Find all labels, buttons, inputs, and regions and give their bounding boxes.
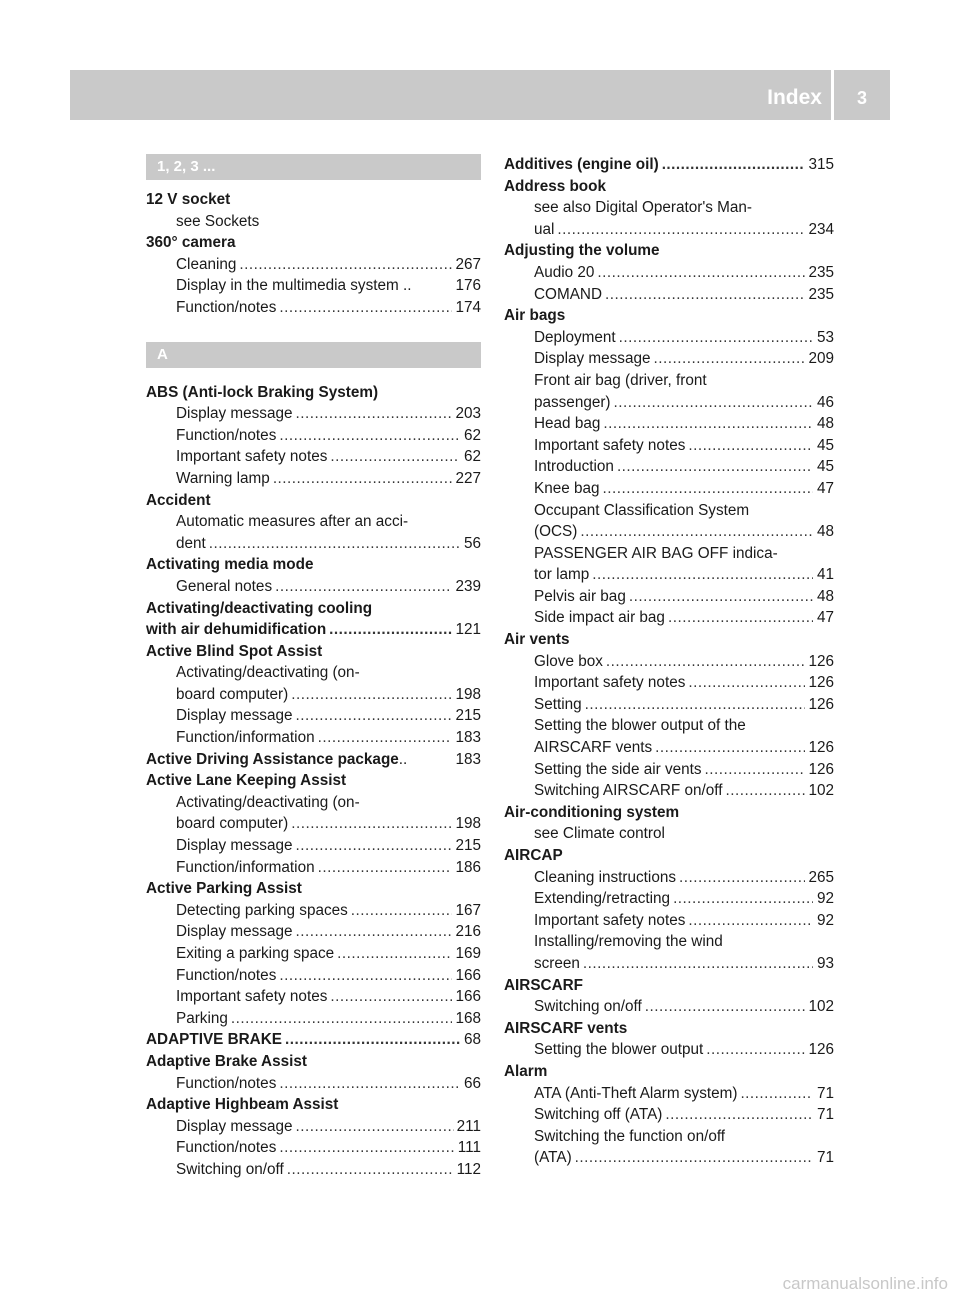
page-ref: 93 [816,954,834,972]
page-ref: 92 [816,911,834,929]
index-subentry [504,284,834,306]
entry-text: Knee bag [534,479,600,497]
index-subentry [504,1039,834,1061]
page-ref: 126 [808,652,834,670]
index-subentry: see Sockets [176,212,260,230]
dot-leader [740,1083,813,1105]
page-ref: 198 [455,685,481,703]
entry-text: Cleaning [176,255,237,273]
dot-leader [279,425,460,447]
index-entry: Address book [504,177,606,195]
dot-leader [603,413,813,435]
entry-text: Important safety notes [176,448,328,466]
index-subentry [504,1147,834,1169]
page-ref: 102 [808,782,834,800]
index-subentry [504,607,834,629]
entry-text: General notes [176,577,273,595]
index-subentry: Installing/removing the wind [534,933,723,951]
entry-text: Function/notes [176,1074,277,1092]
entry-text: board computer) [176,685,289,703]
page-ref: 216 [455,923,481,941]
dot-leader [688,672,805,694]
dot-leader [291,813,452,835]
index-subentry [504,586,834,608]
index-subentry [504,219,834,241]
index-subentry [504,1104,834,1126]
dot-leader [351,900,453,922]
dot-leader [231,1008,453,1030]
index-subentry [146,921,481,943]
index-subentry [504,348,834,370]
entry-text: Parking [176,1009,228,1027]
entry-text: Display message [176,837,293,855]
dot-leader [605,284,805,306]
entry-text: Display in the multimedia system .. [176,277,412,295]
index-subentry [146,468,481,490]
section-heading: A [146,342,481,368]
dot-leader [597,262,805,284]
page-ref: 167 [455,901,481,919]
page-ref: 239 [455,577,481,595]
index-entry [504,154,834,176]
index-entry: Air vents [504,631,570,649]
dot-leader [337,943,452,965]
page-ref: 215 [455,837,481,855]
page-ref: 174 [455,298,481,316]
page-ref: 92 [816,890,834,908]
entry-text: Exiting a parking space [176,945,335,962]
page-ref: 71 [816,1106,834,1124]
page-ref: 48 [816,523,834,541]
dot-leader [273,468,453,490]
index-subentry [146,705,481,727]
index-entry: 360° camera [146,234,236,252]
entry-text: Function/notes [176,298,277,316]
entry-text: (OCS) [534,523,578,541]
index-subentry [504,910,834,932]
entry-text: tor lamp [534,566,590,584]
page-ref: 48 [816,415,834,433]
page-ref: 126 [808,674,834,692]
dot-leader [330,986,452,1008]
entry-text: ADAPTIVE BRAKE [146,1031,282,1049]
index-subentry: Activating/deactivating (on- [176,664,360,682]
entry-text: Important safety notes [534,674,686,692]
dot-leader [295,921,452,943]
dot-leader [617,456,813,478]
page-ref: 227 [455,469,481,487]
entry-text: Switching on/off [534,998,642,1016]
index-entry: Air bags [504,307,566,325]
page-ref: 315 [808,156,834,173]
dot-leader [679,867,805,889]
index-entry [146,749,481,771]
page-ref: 62 [463,448,481,466]
page-ref: 126 [808,739,834,757]
entry-text: Setting the side air vents [534,760,702,778]
entry-text: with air dehumidification [146,621,327,639]
index-subentry: Activating/deactivating (on- [176,793,360,811]
index-subentry [146,965,481,987]
section-heading: 1, 2, 3 ... [146,154,481,180]
entry-text: Warning lamp [176,469,270,487]
index-subentry [504,435,834,457]
index-subentry [146,835,481,857]
entry-text: COMAND [534,285,602,303]
page-ref: 68 [463,1031,481,1049]
entry-text: Audio 20 [534,263,595,281]
page-ref: 186 [455,858,481,876]
dot-leader [279,965,452,987]
entry-text: Display message [176,1117,293,1135]
entry-text: Extending/retracting [534,890,671,908]
page-ref: 234 [808,220,834,238]
dot-leader [279,1073,460,1095]
page-ref: 45 [816,458,834,476]
index-subentry: see Climate control [534,825,665,843]
page-ref: 166 [455,966,481,984]
index-subentry [504,392,834,414]
page-ref: 126 [808,760,834,778]
page-ref: 111 [457,1139,481,1157]
page-ref: 183 [455,750,481,768]
page-ref: 102 [808,998,834,1016]
entry-text: Glove box [534,652,603,670]
index-subentry [146,1137,481,1159]
index-entry: ABS (Anti-lock Braking System) [146,383,379,401]
entry-text: Switching AIRSCARF on/off [534,782,723,800]
dot-leader [629,586,813,608]
page-ref: 209 [808,350,834,368]
entry-text: Important safety notes [534,436,686,454]
entry-text: screen [534,954,580,972]
index-subentry [146,254,481,276]
entry-text: Setting the blower output [534,1041,704,1059]
index-subentry: Switching the function on/off [534,1127,726,1145]
index-subentry: Front air bag (driver, front [534,371,707,389]
page-ref: 169 [455,945,481,962]
index-entry: Active Parking Assist [146,880,302,898]
page-ref: 198 [455,815,481,833]
index-entry [146,1029,481,1051]
index-subentry [504,564,834,586]
index-subentry [146,1073,481,1095]
index-entry [146,619,481,641]
dot-leader [583,953,813,975]
entry-text: Function/notes [176,1139,277,1157]
index-subentry [146,1159,481,1181]
index-subentry [504,737,834,759]
index-entry: Activating media mode [146,556,314,574]
dot-leader [580,521,813,543]
index-entry: AIRSCARF vents [504,1019,628,1037]
index-entry: Accident [146,491,211,509]
entry-text: passenger) [534,393,611,411]
dot-leader [592,564,813,586]
index-subentry [146,986,481,1008]
page-ref: 66 [463,1074,481,1092]
entry-text: Side impact air bag [534,609,665,627]
dot-leader [209,533,460,555]
page-ref: 176 [455,277,481,295]
index-subentry [146,576,481,598]
page-ref: 112 [456,1160,481,1178]
index-column-right [504,154,834,1169]
entry-text: dent [176,534,206,552]
dot-leader [662,154,806,176]
dot-leader [655,737,805,759]
page-header [70,70,890,120]
entry-text: Active Driving Assistance package [146,750,399,768]
dot-leader [688,435,813,457]
dot-leader [668,607,813,629]
page-ref: 126 [808,1041,834,1059]
index-subentry [146,425,481,447]
index-subentry [504,521,834,543]
dot-leader [279,1137,454,1159]
page-ref: 183 [455,729,481,747]
index-subentry [146,684,481,706]
index-entry: Adaptive Highbeam Assist [146,1096,339,1114]
dot-leader [688,910,813,932]
page-ref: 203 [455,405,481,423]
index-subentry [146,943,481,965]
dot-leader [557,219,805,241]
dot-leader [614,392,813,414]
dot-leader [575,1147,813,1169]
entry-text: Introduction [534,458,614,476]
index-subentry [146,1008,481,1030]
dot-leader [705,759,806,781]
entry-text: Important safety notes [534,911,686,929]
dot-leader [665,1104,813,1126]
entry-text: Deployment [534,328,616,346]
index-entry: AIRSCARF [504,976,584,994]
index-entry: Adjusting the volume [504,242,660,260]
index-entry: Adaptive Brake Assist [146,1052,307,1070]
page-ref: 121 [455,621,481,639]
dot-leader [287,1159,454,1181]
entry-text: Pelvis air bag [534,587,626,605]
index-subentry [504,1083,834,1105]
index-subentry [146,813,481,835]
dot-leader [279,297,452,319]
entry-text: Display message [176,923,293,941]
index-subentry [504,888,834,910]
dot-leader [318,857,453,879]
index-subentry [504,867,834,889]
dot-leader [295,1116,453,1138]
dot-leader [329,619,452,641]
index-subentry [504,456,834,478]
entry-text: Display message [176,405,293,423]
entry-text: Additives (engine oil) [504,156,659,173]
entry-text: (ATA) [534,1149,572,1167]
index-subentry [504,651,834,673]
page-ref: 126 [808,695,834,713]
page-ref: 41 [816,566,834,584]
entry-text: Important safety notes [176,988,328,1006]
index-subentry [146,900,481,922]
dot-leader [295,835,452,857]
entry-text: Switching on/off [176,1160,284,1178]
index-entry: Alarm [504,1062,548,1080]
dot-leader [706,1039,805,1061]
entry-text: ual [534,220,555,238]
index-subentry [504,413,834,435]
index-subentry [504,759,834,781]
entry-text: Function/notes [176,966,277,984]
entry-text: Display message [534,350,651,368]
index-subentry [504,262,834,284]
index-subentry: Occupant Classification System [534,501,750,519]
index-column-left [146,154,481,1181]
dot-leader [673,888,813,910]
dot-leader [653,348,805,370]
index-entry: Activating/deactivating cooling [146,599,373,617]
dot-leader [606,651,806,673]
index-subentry [146,275,481,297]
dot-leader [275,576,452,598]
entry-text: Detecting parking spaces [176,901,348,919]
page-ref: 211 [456,1117,481,1135]
page-ref: 45 [816,436,834,454]
page-number: 3 [856,88,867,108]
index-subentry [146,446,481,468]
header-title: Index [767,86,822,109]
dot-leader [619,327,813,349]
page-ref: 265 [808,868,834,886]
index-subentry: PASSENGER AIR BAG OFF indica- [534,544,778,562]
dot-leader [295,403,452,425]
index-subentry [146,297,481,319]
index-subentry: Automatic measures after an acci- [176,513,409,531]
dot-leader [318,727,453,749]
entry-text: ATA (Anti-Theft Alarm system) [534,1084,738,1102]
entry-text: Function/information [176,858,315,876]
page-ref: 235 [808,285,834,303]
dot-leader [285,1029,460,1051]
dot-leader [295,705,452,727]
index-subentry: see also Digital Operator's Man- [534,199,753,217]
index-subentry [504,780,834,802]
entry-text: Display message [176,707,293,725]
index-subentry [146,533,481,555]
dot-leader [725,780,805,802]
page-ref: 47 [816,609,834,627]
dot-leader [330,446,460,468]
entry-text: Function/information [176,729,315,747]
page-ref: 168 [455,1009,481,1027]
index-subentry [504,672,834,694]
watermark: carmanualsonline.info [782,1274,948,1293]
index-subentry [146,403,481,425]
dot-leader [585,694,806,716]
entry-text: Switching off (ATA) [534,1106,663,1124]
entry-text: board computer) [176,815,289,833]
index-entry: Active Lane Keeping Assist [146,772,347,790]
entry-text: Function/notes [176,426,277,444]
page-ref: 56 [463,534,481,552]
page-ref: 53 [816,328,834,346]
page-ref: 267 [455,255,481,273]
dot-leader [645,996,806,1018]
page-ref: 166 [455,988,481,1006]
index-entry: Air-conditioning system [504,803,680,821]
index-subentry [146,727,481,749]
page-ref: 48 [816,587,834,605]
index-subentry [504,327,834,349]
index-entry: Active Blind Spot Assist [146,642,323,660]
index-subentry [504,996,834,1018]
page-ref: 62 [463,426,481,444]
index-subentry [504,694,834,716]
entry-text: Setting [534,695,582,713]
index-subentry: Setting the blower output of the [534,717,746,735]
page-ref: 71 [816,1084,834,1102]
dot-leader [239,254,452,276]
entry-text: Head bag [534,415,601,433]
entry-suffix: .. [398,750,408,768]
page-ref: 71 [816,1149,834,1167]
index-subentry [146,1116,481,1138]
index-subentry [146,857,481,879]
page-ref: 47 [816,479,834,497]
index-entry: AIRCAP [504,847,563,864]
page-ref: 235 [808,263,834,281]
index-subentry [504,953,834,975]
entry-text: AIRSCARF vents [534,739,653,757]
page-ref: 46 [816,393,834,411]
index-subentry [504,478,834,500]
index-entry: 12 V socket [146,191,231,208]
entry-text: Cleaning instructions [534,868,676,886]
dot-leader [603,478,814,500]
dot-leader [291,684,452,706]
page-ref: 215 [455,707,481,725]
